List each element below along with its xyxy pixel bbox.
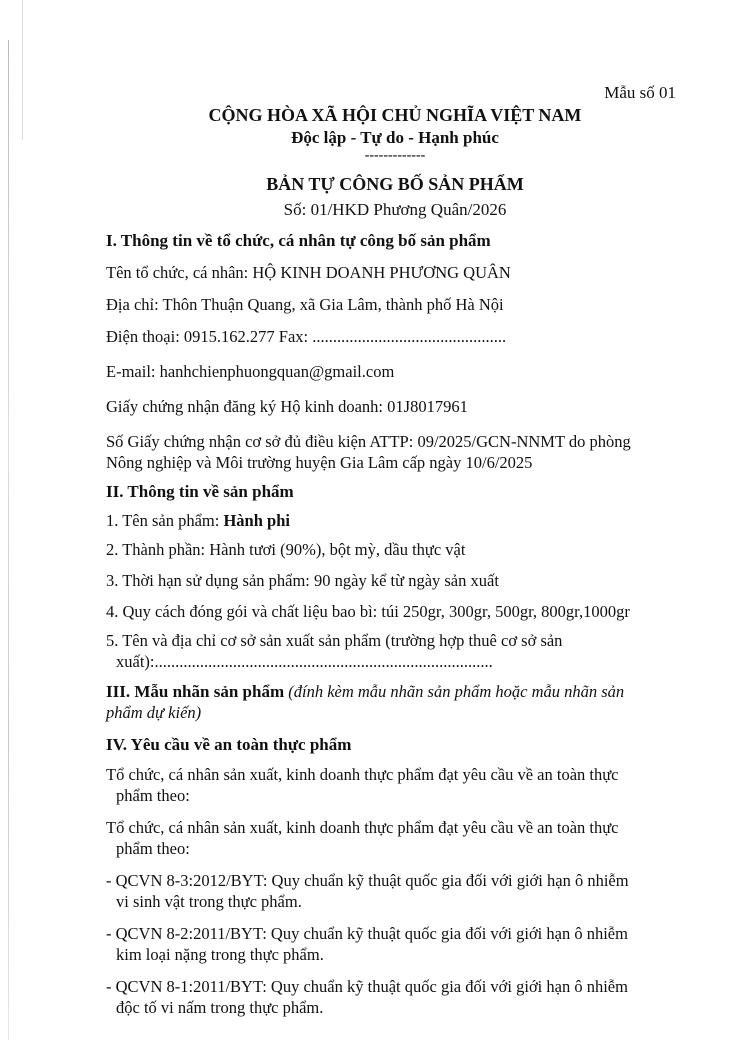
header-divider: -------------	[364, 148, 426, 163]
section-3-note-cont: phẩm dự kiến)	[106, 703, 202, 722]
food-safety-cert-line: Số Giấy chứng nhận cơ sở đủ điều kiện ATTP: 09/2025/GCN-NNMT do phòng	[106, 432, 631, 451]
product-name	[106, 510, 670, 531]
standard-line: - QCVN 8-3:2012/BYT: Quy chuẩn kỹ thuật quốc gia đối với giới hạn ô nhiễm	[106, 871, 629, 890]
requirement-paragraph-line: phẩm theo:	[116, 786, 190, 805]
form-number: Mẫu số 01	[604, 83, 676, 102]
business-registration: Giấy chứng nhận đăng ký Hộ kinh doanh: 01J8017961	[106, 397, 468, 416]
org-name: Tên tổ chức, cá nhân: HỘ KINH DOANH PHƯƠNG QUÂN	[106, 263, 511, 282]
section-3-note: (đính kèm mẫu nhãn sản phẩm hoặc mẫu nhãn sản	[284, 682, 625, 701]
org-phone-fax: Điện thoại: 0915.162.277 Fax: ...............................................	[106, 327, 507, 346]
product-name-label: 1. Tên sản phẩm:	[106, 511, 224, 530]
section-1-heading: I. Thông tin về tổ chức, cá nhân tự công bố sản phẩm	[106, 231, 491, 250]
manufacturer-info-line: 5. Tên và địa chỉ cơ sở sản xuất sản phẩm (trường hợp thuê cơ sở sản	[106, 631, 563, 650]
org-address: Địa chỉ: Thôn Thuận Quang, xã Gia Lâm, thành phố Hà Nội	[106, 295, 504, 314]
requirement-paragraph-line: Tổ chức, cá nhân sản xuất, kinh doanh thực phẩm đạt yêu cầu về an toàn thực	[106, 765, 619, 784]
section-2-heading: II. Thông tin về sản phẩm	[106, 482, 294, 501]
section-3-heading: III. Mẫu nhãn sản phẩm	[106, 682, 285, 701]
document-title: BẢN TỰ CÔNG BỐ SẢN PHẨM	[266, 174, 524, 194]
standard-line: độc tố vi nấm trong thực phẩm.	[116, 998, 324, 1017]
org-email: E-mail: hanhchienphuongquan@gmail.com	[106, 362, 395, 381]
section-3-line	[106, 681, 670, 702]
national-motto: Độc lập - Tự do - Hạnh phúc	[291, 128, 499, 147]
standard-line: vi sinh vật trong thực phẩm.	[116, 892, 302, 911]
product-name-value: Hành phi	[223, 511, 290, 530]
document-number: Số: 01/HKD Phương Quân/2026	[283, 200, 507, 219]
requirement-paragraph-line: phẩm theo:	[116, 839, 190, 858]
requirement-paragraph-line: Tổ chức, cá nhân sản xuất, kinh doanh thực phẩm đạt yêu cầu về an toàn thực	[106, 818, 619, 837]
food-safety-cert-line: Nông nghiệp và Môi trường huyện Gia Lâm cấp ngày 10/6/2025	[106, 453, 533, 472]
manufacturer-info-line: xuất):..................................................................................	[116, 652, 493, 671]
national-title: CỘNG HÒA XÃ HỘI CHỦ NGHĨA VIỆT NAM	[208, 105, 582, 125]
product-shelf-life: 3. Thời hạn sử dụng sản phẩm: 90 ngày kể từ ngày sản xuất	[106, 571, 499, 590]
section-4-heading: IV. Yêu cầu về an toàn thực phẩm	[106, 735, 352, 754]
standard-line: - QCVN 8-1:2011/BYT: Quy chuẩn kỹ thuật quốc gia đối với giới hạn ô nhiễm	[106, 977, 628, 996]
standard-line: - QCVN 8-2:2011/BYT: Quy chuẩn kỹ thuật quốc gia đối với giới hạn ô nhiễm	[106, 924, 628, 943]
product-packaging: 4. Quy cách đóng gói và chất liệu bao bì: túi 250gr, 300gr, 500gr, 800gr,1000gr	[106, 602, 630, 621]
product-ingredients: 2. Thành phần: Hành tươi (90%), bột mỳ, dầu thực vật	[106, 540, 466, 559]
document-body	[106, 228, 670, 1029]
standard-line: kim loại nặng trong thực phẩm.	[116, 945, 324, 964]
